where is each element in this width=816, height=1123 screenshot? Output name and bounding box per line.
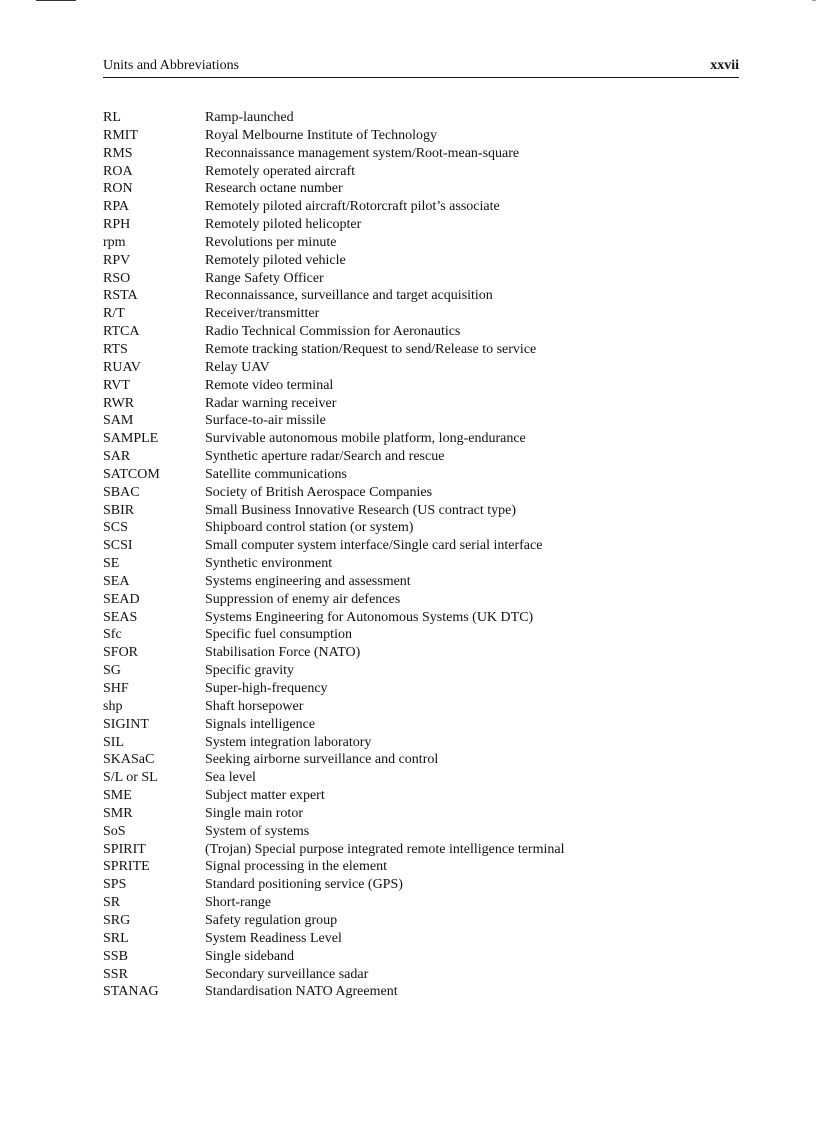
abbreviation-row (103, 876, 743, 894)
abbreviation-definition: Small computer system interface/Single card serial interface (205, 538, 543, 554)
abbreviation-row (103, 930, 743, 948)
abbreviation-term: shp (103, 698, 123, 714)
abbreviation-row (103, 841, 743, 859)
abbreviation-term: S/L or SL (103, 770, 158, 786)
abbreviation-row (103, 912, 743, 930)
abbreviation-term: SR (103, 895, 121, 911)
abbreviation-definition: Specific gravity (205, 663, 295, 679)
abbreviation-definition: Seeking airborne surveillance and control (205, 752, 439, 768)
abbreviation-row (103, 983, 743, 1001)
abbreviation-definition: Systems Engineering for Autonomous Systems (UK DTC) (205, 609, 534, 625)
abbreviation-term: SEA (103, 573, 130, 589)
abbreviation-row (103, 591, 743, 609)
abbreviation-term: Sfc (103, 627, 122, 643)
abbreviation-definition: Standardisation NATO Agreement (205, 984, 398, 1000)
abbreviation-definition: Remotely piloted aircraft/Rotorcraft pilot’s associate (205, 199, 500, 215)
abbreviation-term: SAM (103, 413, 134, 429)
abbreviation-term: SSB (103, 948, 128, 964)
abbreviation-definition: Short-range (205, 895, 272, 911)
abbreviation-definition: Small Business Innovative Research (US contract type) (205, 502, 517, 518)
abbreviation-row (103, 180, 743, 198)
abbreviation-term: SIGINT (103, 716, 149, 732)
abbreviation-definition: Remotely piloted helicopter (205, 217, 362, 233)
abbreviation-term: SG (103, 663, 121, 679)
abbreviation-term: RMS (103, 145, 133, 161)
abbreviation-definition: System Readiness Level (205, 930, 342, 946)
crop-mark-right (812, 0, 816, 1)
abbreviation-definition: Royal Melbourne Institute of Technology (205, 127, 438, 143)
abbreviation-row (103, 573, 743, 591)
abbreviation-definition: Remotely operated aircraft (205, 163, 356, 179)
abbreviation-definition: Remotely piloted vehicle (205, 252, 346, 268)
abbreviation-term: SPIRIT (103, 841, 146, 857)
abbreviation-term: SE (103, 556, 120, 572)
abbreviation-definition: Stabilisation Force (NATO) (205, 645, 361, 661)
abbreviation-definition: Synthetic aperture radar/Search and rescue (205, 449, 445, 465)
abbreviation-row (103, 216, 743, 234)
abbreviation-definition: Systems engineering and assessment (205, 573, 411, 589)
abbreviation-row (103, 805, 743, 823)
abbreviation-row (103, 484, 743, 502)
abbreviation-row (103, 858, 743, 876)
abbreviation-term: SCS (103, 520, 128, 536)
abbreviation-definition: Relay UAV (205, 359, 270, 375)
abbreviation-definition: Synthetic environment (205, 556, 333, 572)
abbreviation-row (103, 680, 743, 698)
abbreviation-row (103, 252, 743, 270)
abbreviation-row (103, 359, 743, 377)
abbreviation-definition: (Trojan) Special purpose integrated remote intelligence terminal (205, 841, 565, 857)
abbreviation-row (103, 626, 743, 644)
page-number: xxvii (710, 58, 739, 73)
abbreviation-row (103, 502, 743, 520)
abbreviation-term: RPA (103, 199, 129, 215)
abbreviation-definition: Shaft horsepower (205, 698, 304, 714)
abbreviation-row (103, 323, 743, 341)
abbreviation-definition: Radio Technical Commission for Aeronautics (205, 324, 461, 340)
abbreviation-definition: Shipboard control station (or system) (205, 520, 414, 536)
abbreviation-definition: Signal processing in the element (205, 859, 387, 875)
abbreviation-term: SAMPLE (103, 431, 159, 447)
abbreviation-row (103, 609, 743, 627)
abbreviation-term: SSR (103, 966, 128, 982)
abbreviation-row (103, 341, 743, 359)
abbreviation-term: rpm (103, 234, 126, 250)
abbreviation-row (103, 769, 743, 787)
abbreviation-row (103, 109, 743, 127)
abbreviation-row (103, 787, 743, 805)
abbreviation-definition: Reconnaissance management system/Root-mean-square (205, 145, 520, 161)
abbreviation-term: SEAS (103, 609, 138, 625)
abbreviation-row (103, 430, 743, 448)
abbreviation-term: RWR (103, 395, 135, 411)
abbreviation-term: SPS (103, 877, 127, 893)
abbreviation-row (103, 448, 743, 466)
abbreviation-row (103, 823, 743, 841)
abbreviation-term: SBIR (103, 502, 135, 518)
abbreviation-term: SPRITE (103, 859, 150, 875)
abbreviation-definition: Secondary surveillance sadar (205, 966, 369, 982)
abbreviation-term: RTCA (103, 324, 140, 340)
abbreviation-term: SBAC (103, 484, 140, 500)
abbreviation-definition: Surface-to-air missile (205, 413, 326, 429)
abbreviation-row (103, 751, 743, 769)
abbreviation-term: SRG (103, 912, 131, 928)
abbreviation-row (103, 519, 743, 537)
abbreviation-term: RTS (103, 341, 128, 357)
abbreviation-definition: Remote video terminal (205, 377, 334, 393)
abbreviation-definition: Sea level (205, 770, 256, 786)
abbreviation-definition: Ramp-launched (205, 110, 294, 125)
abbreviation-row (103, 127, 743, 145)
section-title: Units and Abbreviations (103, 58, 240, 73)
abbreviation-term: SHF (103, 681, 129, 696)
abbreviation-term: RSTA (103, 288, 138, 304)
abbreviation-definition: Research octane number (205, 181, 343, 197)
abbreviation-term: SIL (103, 734, 124, 750)
abbreviation-term: SoS (103, 823, 126, 839)
abbreviation-term: SFOR (103, 645, 139, 661)
abbreviation-row (103, 377, 743, 395)
abbreviation-definition: Suppression of enemy air defences (205, 591, 401, 607)
abbreviation-row (103, 198, 743, 216)
abbreviation-term: STANAG (103, 984, 159, 1000)
abbreviation-row (103, 287, 743, 305)
abbreviation-term: SKASaC (103, 752, 155, 768)
abbreviation-definition: Specific fuel consumption (205, 627, 352, 643)
abbreviation-definition: Society of British Aerospace Companies (205, 484, 433, 500)
abbreviation-row (103, 412, 743, 430)
abbreviation-term: RL (103, 110, 121, 125)
abbreviation-definition: Range Safety Officer (205, 270, 324, 286)
abbreviation-row (103, 716, 743, 734)
abbreviation-definition: Signals intelligence (205, 716, 316, 732)
running-head (103, 57, 739, 78)
abbreviation-row (103, 466, 743, 484)
abbreviation-term: SEAD (103, 591, 140, 607)
abbreviation-definition: System of systems (205, 823, 310, 839)
abbreviation-row (103, 948, 743, 966)
crop-mark (36, 0, 76, 1)
abbreviation-row (103, 234, 743, 252)
abbreviation-definition: Receiver/transmitter (205, 306, 320, 322)
abbreviation-term: ROA (103, 163, 133, 179)
abbreviation-definition: Satellite communications (205, 466, 347, 482)
abbreviation-term: RUAV (103, 359, 141, 375)
abbreviation-definition: Standard positioning service (GPS) (205, 877, 403, 893)
abbreviation-term: SCSI (103, 538, 133, 554)
abbreviation-row (103, 537, 743, 555)
abbreviation-definition: Super-high-frequency (205, 681, 328, 696)
abbreviation-term: RPV (103, 252, 131, 268)
abbreviation-row (103, 662, 743, 680)
abbreviation-definition: Single main rotor (205, 805, 303, 821)
abbreviation-row (103, 395, 743, 413)
abbreviation-row (103, 270, 743, 288)
abbreviation-definition: Survivable autonomous mobile platform, long-endurance (205, 431, 526, 447)
abbreviation-definition: Radar warning receiver (205, 395, 337, 411)
abbreviation-definition: Single sideband (205, 948, 295, 964)
abbreviation-definition: Subject matter expert (205, 788, 325, 804)
abbreviation-definition: Revolutions per minute (205, 234, 337, 250)
abbreviation-row (103, 305, 743, 323)
abbreviation-definition: System integration laboratory (205, 734, 372, 750)
abbreviation-term: SRL (103, 930, 129, 946)
abbreviation-term: SME (103, 788, 132, 804)
abbreviation-term: RSO (103, 270, 131, 286)
abbreviation-term: SATCOM (103, 466, 160, 482)
abbreviation-row (103, 966, 743, 984)
abbreviation-term: SMR (103, 805, 133, 821)
abbreviation-row (103, 145, 743, 163)
abbreviation-term: RMIT (103, 127, 138, 143)
abbreviation-row (103, 644, 743, 662)
abbreviation-term: SAR (103, 449, 131, 465)
abbreviation-row (103, 894, 743, 912)
abbreviation-term: R/T (103, 306, 125, 322)
abbreviation-row (103, 734, 743, 752)
abbreviation-definition: Reconnaissance, surveillance and target acquisition (205, 288, 493, 304)
abbreviation-row (103, 555, 743, 573)
abbreviation-definition: Remote tracking station/Request to send/Release to service (205, 341, 537, 357)
abbreviation-definition: Safety regulation group (205, 912, 338, 928)
abbreviation-term: RON (103, 181, 133, 197)
abbreviation-row (103, 698, 743, 716)
abbreviation-term: RPH (103, 217, 131, 233)
abbreviation-row (103, 163, 743, 181)
abbreviation-list (103, 109, 743, 1001)
abbreviation-term: RVT (103, 377, 130, 393)
